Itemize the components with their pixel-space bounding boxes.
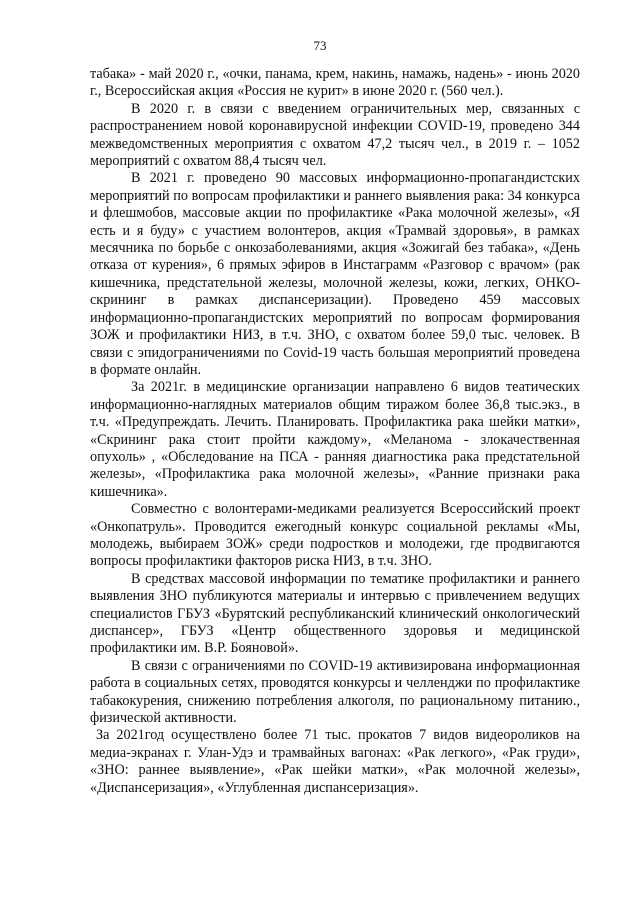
paragraph-media: В средствах массовой информации по тематике профилактики и раннего выявления ЗНО публикуются материалы и интервью с привлечением ведущих специалистов ГБУЗ «Бурятский республиканский клинический онкологический диспансер», ГБУЗ «Центр общественного здоровья и медицинской профилактики им. В.Р. Бояновой». [90,570,580,657]
paragraph-2021-events: В 2021 г. проведено 90 массовых информационно-пропагандистских мероприятий по вопросам профилактики и раннего выявления рака: 34 конкурса и флешмобов, массовые акции по профилактике «Рака молочной железы», «Я есть и я буду» с участием волонтеров, акция «Трамвай здоровья», в рамках месячника по борьбе с онкозаболеваниями, акция «Зожигай без табака», «День отказа от курения», 6 прямых эфиров в Инстаграмм «Разговор с врачом» (рак кишечника, предстательной железы, молочной железы, кожи, легких, ОНКО-скрининг в рамках диспансеризации). Проведено 459 массовых информационно-пропагандистских мероприятий по вопросам формирования ЗОЖ и профилактики НИЗ, в т.ч. ЗНО, с охватом более 59,0 тыс. человек. В связи с эпидограничениями по Covid-19 часть большая мероприятий проведена в формате онлайн. [90,170,580,378]
page-number: 73 [313,38,327,53]
paragraph-materials: За 2021г. в медицинские организации направлено 6 видов театических информационно-наглядных материалов общим тиражом более 36,8 тыс.экз., в т.ч. «Предупреждать. Лечить. Планировать. Профилактика рака шейки матки», «Скрининг рака стоит пройти каждому», «Меланома - злокачественная опухоль» , «Обследование на ПСА - ранняя диагностика рака предстательной железы», «Профилактика рака молочной железы», «Ранние признаки рака кишечника». [90,379,580,500]
paragraph-volunteers: Совместно с волонтерами-медиками реализуется Всероссийский проект «Онкопатруль». Проводится ежегодный конкурс социальной рекламы «Мы, молодежь, выбираем ЗОЖ» среди подростков и молодежи, где продвигаются вопросы профилактики факторов риска НИЗ, в т.ч. ЗНО. [90,501,580,570]
paragraph-2020-measures: В 2020 г. в связи с введением ограничительных мер, связанных с распространением новой коронавирусной инфекции COVID-19, проведено 344 межведомственных мероприятия с охватом 47,2 тысяч чел., в 2019 г. – 1052 мероприятий с охватом 88,4 тысяч чел. [90,100,580,170]
document-body [90,66,580,797]
paragraph-social-networks: В связи с ограничениями по COVID-19 активизирована информационная работа в социальных сетях, проводятся конкурсы и челленджи по профилактике табакокурения, снижению потребления алкоголя, по рациональному питанию., физической активности. [90,657,580,727]
paragraph-videos: За 2021год осуществлено более 71 тыс. прокатов 7 видов видеороликов на медиа-экранах г. Улан-Удэ и трамвайных вагонах: «Рак легкого», «Рак груди», «ЗНО: раннее выявление», «Рак шейки матки», «Рак молочной железы», «Диспансеризация», «Углубленная диспансеризация». [90,727,580,796]
paragraph-continued: табака» - май 2020 г., «очки, панама, крем, накинь, намажь, надень» - июнь 2020 г., Всероссийская акция «Россия не курит» в июне 2020 г. (560 чел.). [90,66,580,100]
